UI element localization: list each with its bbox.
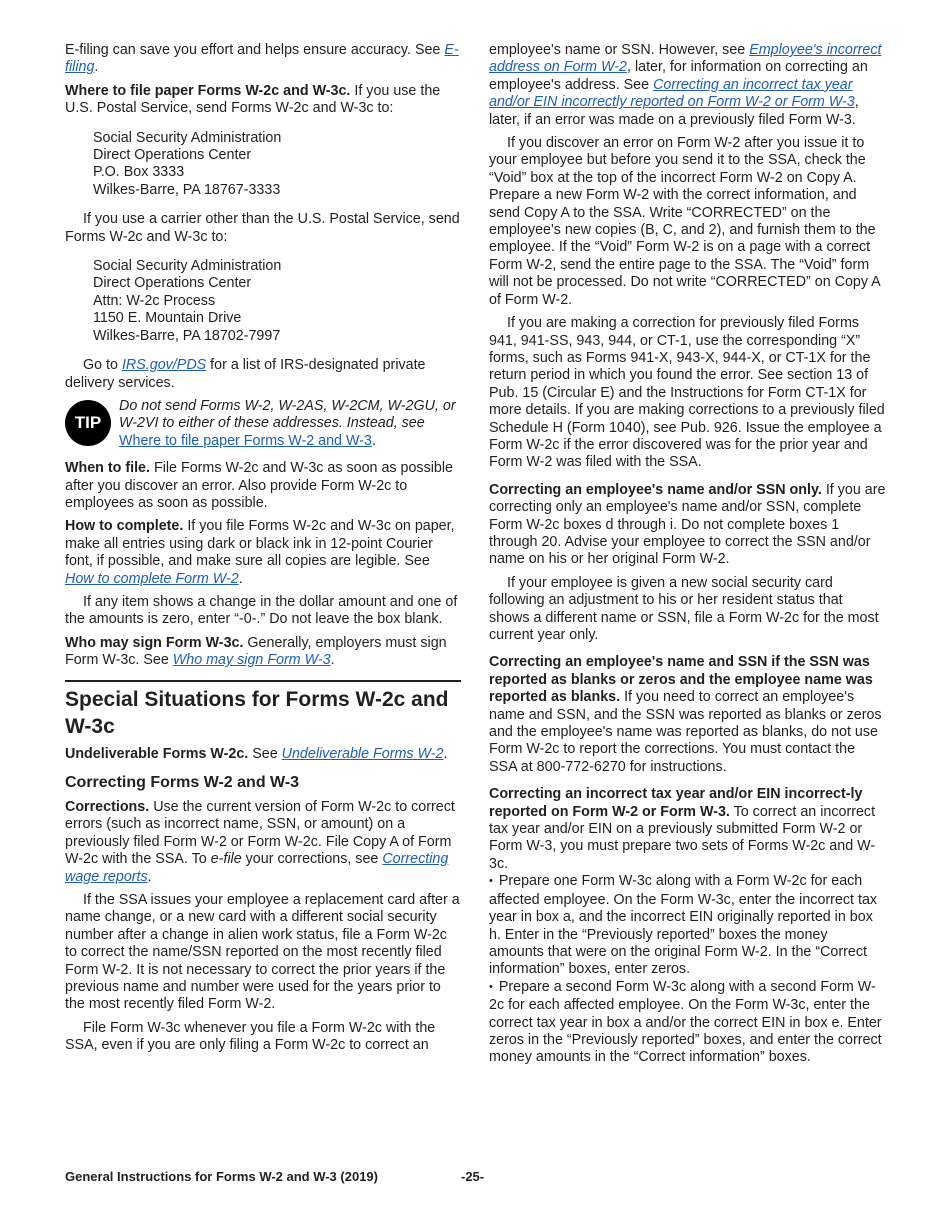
void-paragraph: If you discover an error on Form W-2 after you issue it to your employee but before you send it to the SSA, check the “Void” box at the top of the incorrect Form W-2 on Copy A. Prepare a new Form W-2 with the correct information, and send Copy A to the SSA. Write “CORRECTED” on the employee's new copies (B, C, and 2), and furnish them to the employee. If the “Void” Form W-2 is on a page with a correct Form W-2, send the entire page to the SSA. The “Void” form will not be processed. Do not write “CORRECTED” on Copy A of Form W-2. — [489, 135, 880, 308]
who-may-sign-link[interactable]: Who may sign Form W-3 — [172, 652, 331, 669]
dollar-paragraph: If any item shows a change in the dollar amount and one of the amounts is zero, enter “-0-.” Do not leave the box blank. — [65, 593, 458, 628]
where-to-file-w2-link[interactable]: Where to file paper Forms W-2 and W-3 — [119, 432, 372, 449]
carrier-paragraph: If you use a carrier other than the U.S. Postal Service, send Forms W-2c and W-3c to: — [65, 211, 460, 245]
when-to-file-paragraph: When to file. File Forms W-2c and W-3c as soon as possible after you discover an error. Also provide Form W-2c to employees as soon as possible. — [65, 460, 453, 511]
efiling-link[interactable]: E-filing — [65, 42, 459, 76]
bullet-icon: • — [489, 875, 493, 888]
undeliverable-link[interactable]: Undeliverable Forms W-2 — [281, 745, 444, 762]
who-may-sign-paragraph: Who may sign Form W-3c. Generally, employers must sign Form W-3c. See Who may sign Form W-3. — [65, 634, 447, 669]
bullet-icon: • — [489, 980, 493, 993]
tip-box — [65, 398, 461, 450]
page-footer — [65, 1169, 886, 1184]
irs-pds-link[interactable]: IRS.gov/PDS — [121, 357, 207, 374]
bullet-item: • Prepare a second Form W-3c along with a second Form W-2c for each affected employee. On the Form W-3c, enter the correct tax year in box a and/or the correct EIN in box e. Enter zeros in the “Previously reported” boxes, and enter the correct money amounts in the “Correct information” boxes. — [489, 978, 882, 1066]
how-to-complete-paragraph: How to complete. If you file Forms W-2c and W-3c on paper, make all entries using dark or black ink in 12-point Courier font, if possible, and make sure all copies are legible. See How to complete Form W-2. — [65, 518, 455, 587]
tax-year-paragraph: Correcting an incorrect tax year and/or EIN incorrect-ly reported on Form W-2 or Form W-3. To correct an incorrect tax year and/or EIN on a previously submitted Form W-2 or Form W-3, you must prepare two sets of Forms W-2c and W-3c. — [489, 786, 876, 872]
section-heading: Special Situations for Forms W-2c and W-3c — [65, 687, 449, 738]
right-column — [489, 42, 886, 1067]
left-column — [65, 42, 461, 1061]
bullet-item: • Prepare one Form W-3c along with a Form W-2c for each affected employee. On the Form W-3c, enter the incorrect tax year in box a, and the incorrect EIN originally reported in box h. Enter in the “Previously reported” boxes the money amounts that were on the original Form W-2. In the “Correct information” boxes, enter zeros. — [489, 873, 878, 978]
how-to-complete-link[interactable]: How to complete Form W-2 — [65, 570, 239, 587]
continuation-paragraph: employee's name or SSN. However, see Employee's incorrect address on Form W-2, later, for information on correcting an employee's address. See Correcting an incorrect tax year and/or EIN incorrectly reported on Form W-2 or Form W-3, later, if an error was made on a previously filed Form W-3. — [489, 42, 882, 128]
incorrect-address-link[interactable]: Employee's incorrect address on Form W-2 — [489, 42, 882, 76]
new-card-paragraph: If your employee is given a new social security card following an adjustment to his or her resident status that shows a different name or SSN, file a Form W-2c for the most current year only. — [489, 574, 879, 643]
section-divider — [65, 680, 461, 682]
page-number: -25- — [461, 1169, 485, 1184]
pds-paragraph: Go to IRS.gov/PDS for a list of IRS-designated private delivery services. — [65, 357, 426, 391]
carrier-address: Social Security Administration Direct Operations Center Attn: W-2c Process 1150 E. Mountain Drive Wilkes-Barre, PA 18702-7997 — [93, 258, 282, 344]
usps-address: Social Security Administration Direct Operations Center P.O. Box 3333 Wilkes-Barre, PA 18767-3333 — [93, 129, 282, 198]
correcting-wage-reports-link[interactable]: Correcting wage reports — [65, 851, 449, 885]
corrections-paragraph: Corrections. Use the current version of Form W-2c to correct errors (such as incorrect name, SSN, or amount) on a previously filed Form W-2 or Form W-2c. File Copy A of Form W-2c with the SSA. To e-file your corrections, see Correcting wage reports. — [65, 799, 455, 885]
file-w3c-paragraph: File Form W-3c whenever you file a Form W-2c with the SSA, even if you are only filing a Form W-2c to correct an — [65, 1019, 436, 1054]
undeliverable-paragraph: Undeliverable Forms W-2c. See Undeliverable Forms W-2. — [65, 745, 448, 762]
incorrect-tax-year-link[interactable]: Correcting an incorrect tax year and/or EIN incorrectly reported on Form W-2 or Form W-3 — [489, 76, 855, 111]
tip-text: Do not send Forms W-2, W-2AS, W-2CM, W-2GU, or W-2VI to either of these addresses. Instead, see Where to file paper Forms W-2 and W-3. — [119, 397, 456, 449]
tip-icon: TIP — [65, 400, 111, 446]
footer-title: General Instructions for Forms W-2 and W-3 (2019) — [65, 1169, 378, 1184]
name-ssn-only-paragraph: Correcting an employee's name and/or SSN only. If you are correcting only an employee's name and/or SSN, complete Form W-2c boxes d through i. Do not complete boxes 1 through 20. Advise your employee to correct the SSN and/or name on his or her original Form W-2. — [489, 481, 886, 568]
ssa-issue-paragraph: If the SSA issues your employee a replacement card after a name change, or a new card with a different social security number after a change in alien work status, file a Form W-2c to correct the name/SSN reported on the most recently filed Form W-2. It is not necessary to correct the prior years if the previous name and number were used for the years prior to the most recently filed Form W-2. — [65, 892, 460, 1013]
efiling-paragraph: E-filing can save you effort and helps ensure accuracy. See E-filing. — [65, 42, 459, 76]
blanks-paragraph: Correcting an employee's name and SSN if the SSN was reported as blanks or zeros and the employee name was reported as blanks. If you need to correct an employee's name and SSN, and the SSN was reported as blanks or zeros and the employee's name was reported as blanks, do not use Form W-2c to report the corrections. You must contact the SSA at 800-772-6270 for instructions. — [489, 654, 882, 775]
where-to-file-paragraph: Where to file paper Forms W-2c and W-3c. If you use the U.S. Postal Service, send Forms W-2c and W-3c to: — [65, 82, 441, 117]
subsection-heading: Correcting Forms W-2 and W-3 — [65, 774, 300, 791]
forms-941-paragraph: If you are making a correction for previously filed Forms 941, 941-SS, 943, 944, or CT-1, use the corresponding “X” forms, such as Forms 941-X, 943-X, 944-X, or CT-1X for the return period in which you found the error. See section 13 of Pub. 15 (Circular E) and the Instructions for Form CT-1X for more details. If you are making corrections to a previously filed Schedule H (Form 1040), see Pub. 926. Issue the employee a Form W-2c if the error discovered was for the prior year and Form W-2 was filed with the SSA. — [489, 315, 885, 471]
